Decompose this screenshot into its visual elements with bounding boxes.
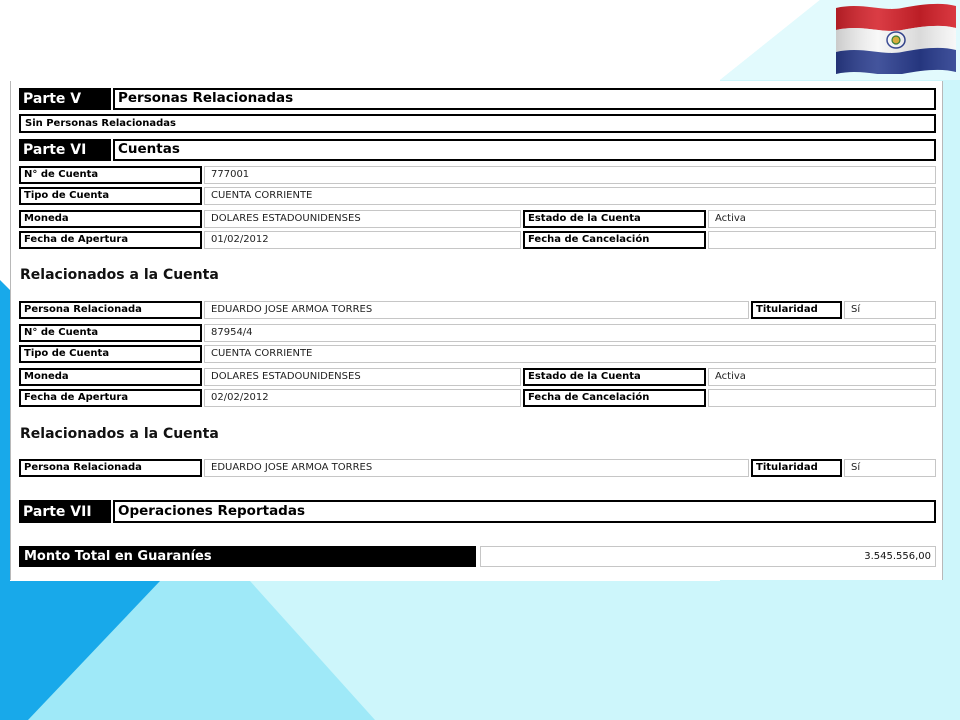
fecha-apertura-value: 02/02/2012 [204,389,521,407]
persona-relacionada-label: Persona Relacionada [19,301,202,319]
parte-vii-title: Operaciones Reportadas [113,500,936,523]
persona-relacionada-value: EDUARDO JOSE ARMOA TORRES [204,459,749,477]
numero-cuenta-value: 87954/4 [204,324,936,342]
paraguay-flag-icon [832,2,960,74]
monto-total-value: 3.545.556,00 [480,546,936,567]
fecha-cancelacion-value [708,231,936,249]
numero-cuenta-label: N° de Cuenta [19,324,202,342]
relacionados-heading: Relacionados a la Cuenta [20,426,219,442]
fecha-cancelacion-label: Fecha de Cancelación [523,231,706,249]
persona-relacionada-label: Persona Relacionada [19,459,202,477]
titularidad-value: Sí [844,301,936,319]
parte-vi-title: Cuentas [113,139,936,161]
parte-vii-tag: Parte VII [19,500,111,523]
tipo-cuenta-label: Tipo de Cuenta [19,187,202,205]
estado-cuenta-value: Activa [708,210,936,228]
report-document [10,81,943,580]
estado-cuenta-value: Activa [708,368,936,386]
tipo-cuenta-value: CUENTA CORRIENTE [204,345,936,363]
persona-relacionada-value: EDUARDO JOSE ARMOA TORRES [204,301,749,319]
moneda-label: Moneda [19,368,202,386]
tipo-cuenta-value: CUENTA CORRIENTE [204,187,936,205]
titularidad-value: Sí [844,459,936,477]
relacionados-heading: Relacionados a la Cuenta [20,267,219,283]
titularidad-label: Titularidad [751,459,842,477]
fecha-apertura-value: 01/02/2012 [204,231,521,249]
moneda-value: DOLARES ESTADOUNIDENSES [204,210,521,228]
titularidad-label: Titularidad [751,301,842,319]
fecha-cancelacion-value [708,389,936,407]
fecha-apertura-label: Fecha de Apertura [19,389,202,407]
estado-cuenta-label: Estado de la Cuenta [523,368,706,386]
moneda-value: DOLARES ESTADOUNIDENSES [204,368,521,386]
parte-v-title: Personas Relacionadas [113,88,936,110]
parte-vi-tag: Parte VI [19,139,111,161]
fecha-cancelacion-label: Fecha de Cancelación [523,389,706,407]
estado-cuenta-label: Estado de la Cuenta [523,210,706,228]
sin-personas-note: Sin Personas Relacionadas [19,114,936,133]
numero-cuenta-label: N° de Cuenta [19,166,202,184]
monto-total-label: Monto Total en Guaraníes [19,546,476,567]
fecha-apertura-label: Fecha de Apertura [19,231,202,249]
tipo-cuenta-label: Tipo de Cuenta [19,345,202,363]
numero-cuenta-value: 777001 [204,166,936,184]
parte-v-tag: Parte V [19,88,111,110]
moneda-label: Moneda [19,210,202,228]
